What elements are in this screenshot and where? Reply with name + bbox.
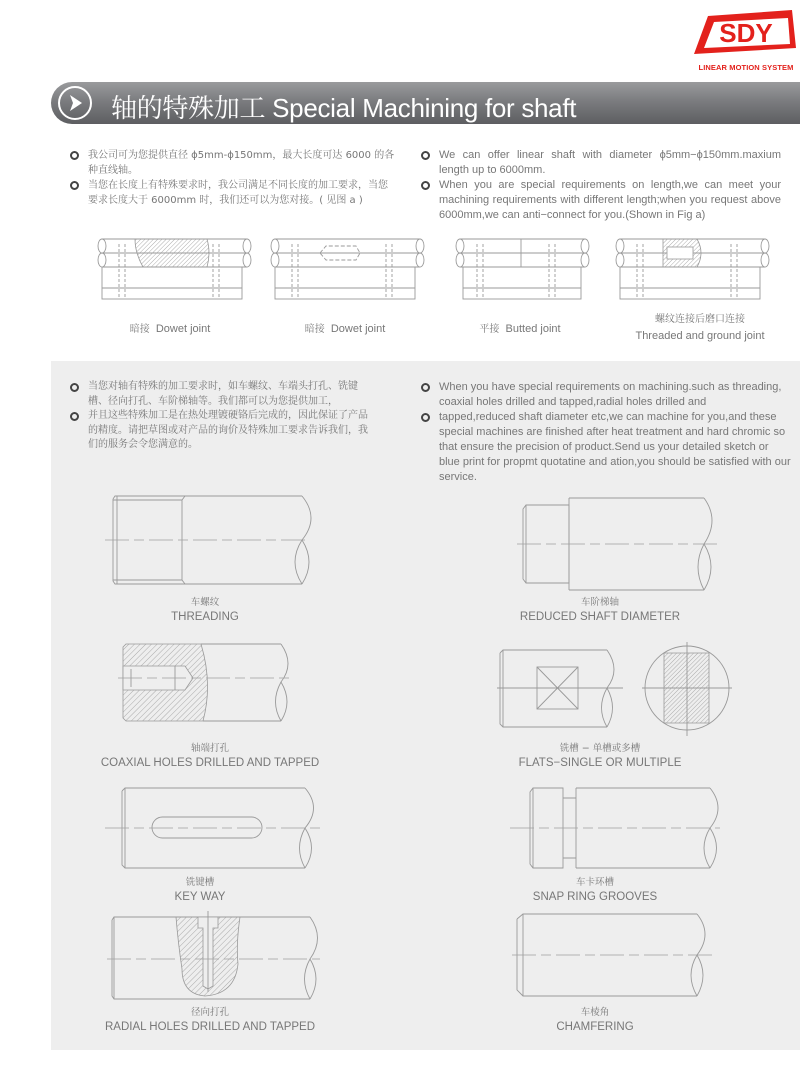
brand-tagline: LINEAR MOTION SYSTEM xyxy=(698,63,794,72)
intro-cn-list xyxy=(70,148,395,208)
threaded-ground-joint-diagram xyxy=(615,236,775,306)
bullet-icon xyxy=(421,383,430,392)
chamfering-diagram xyxy=(517,914,727,999)
svg-text:SDY: SDY xyxy=(719,18,773,48)
butted-joint-diagram xyxy=(455,236,595,306)
list-item: When you have special requirements on machining.such as threading, coaxial holes drilled and tapped,radial holes drilled and xyxy=(421,380,791,410)
figure-caption: 轴端打孔 COAXIAL HOLES DRILLED AND TAPPED xyxy=(100,743,320,769)
sdy-logo-icon xyxy=(694,8,798,64)
bullet-icon xyxy=(70,383,79,392)
intro-en-list xyxy=(421,148,781,223)
bullet-icon xyxy=(421,181,430,190)
coaxial-holes-diagram xyxy=(123,644,303,734)
list-item: tapped,reduced shaft diameter etc,we can machine for you,and these special machines are finished after heat treatment and hard chromic so that ensure the precision of product.Send us your detailed sketch or blue print for propmt quotatine and ation,you should be satisfied with our service. xyxy=(421,410,791,485)
play-arrow-icon xyxy=(58,86,92,120)
joint-label: 暗接 Dowet joint xyxy=(304,323,386,335)
flats-diagram xyxy=(497,650,722,735)
machining-en-list xyxy=(421,380,791,485)
list-item: When you are special requirements on length,we can meet your machining requirements with different length;when you request above 6000mm,we can anti−connect for you.(Shown in Fig a) xyxy=(421,178,781,223)
section-title-bar xyxy=(51,82,800,124)
figure-caption: 车螺纹 THREADING xyxy=(171,597,239,623)
threading-diagram xyxy=(110,496,310,586)
bullet-icon xyxy=(70,412,79,421)
joint-label: 平接 Butted joint xyxy=(479,323,561,335)
radial-holes-diagram xyxy=(110,914,320,1004)
machining-cn-list xyxy=(70,380,375,453)
bullet-icon xyxy=(421,413,430,422)
section-title: 轴的特殊加工 Special Machining for shaft xyxy=(111,93,577,123)
dowet-joint-hatched-diagram xyxy=(97,236,257,306)
bullet-icon xyxy=(421,151,430,160)
figure-caption: 车阶梯轴 REDUCED SHAFT DIAMETER xyxy=(519,597,681,623)
reduced-shaft-diagram xyxy=(520,504,720,584)
list-item: 并且这些特殊加工是在热处理镀硬铬后完成的，因此保证了产品的精度。请把草图或对产品的询价及特殊加工要求告诉我们，我们的服务会令您满意的。 xyxy=(70,409,375,453)
list-item: 当您在长度上有特殊要求时，我公司满足不同长度的加工要求，当您要求长度大于 6000mm 时，我们还可以为您对接。( 见图 a ) xyxy=(70,178,395,208)
figure-caption: 铣键槽 KEY WAY xyxy=(174,877,226,903)
figure-caption: 车棱角 CHAMFERING xyxy=(556,1007,634,1033)
figure-caption: 车卡环槽 SNAP RING GROOVES xyxy=(532,877,658,903)
list-item: 我公司可为您提供直径 ϕ5mm-ϕ150mm，最大长度可达 6000 的各种直线轴。 xyxy=(70,148,395,178)
keyway-diagram xyxy=(110,788,320,873)
figure-caption: 铣槽 − 单槽或多槽 FLATS−SINGLE OR MULTIPLE xyxy=(518,743,682,769)
dowet-joint-diagram xyxy=(270,236,430,306)
list-item: 当您对轴有特殊的加工要求时，如车螺纹、车端头打孔、铣键槽、径向打孔、车阶梯轴等。我们都可以为您提供加工， xyxy=(70,380,375,409)
list-item: We can offer linear shaft with diameter ϕ5mm−ϕ150mm.maxium length up to 6000mm. xyxy=(421,148,781,178)
figure-caption: 径向打孔 RADIAL HOLES DRILLED AND TAPPED xyxy=(104,1007,316,1033)
joint-label: 暗接 Dowet joint xyxy=(129,323,211,335)
bullet-icon xyxy=(70,181,79,190)
joint-label: 螺纹连接后磨口连接 Threaded and ground joint xyxy=(635,314,765,342)
bullet-icon xyxy=(70,151,79,160)
snap-ring-diagram xyxy=(510,788,720,873)
brand-logo xyxy=(694,8,798,74)
